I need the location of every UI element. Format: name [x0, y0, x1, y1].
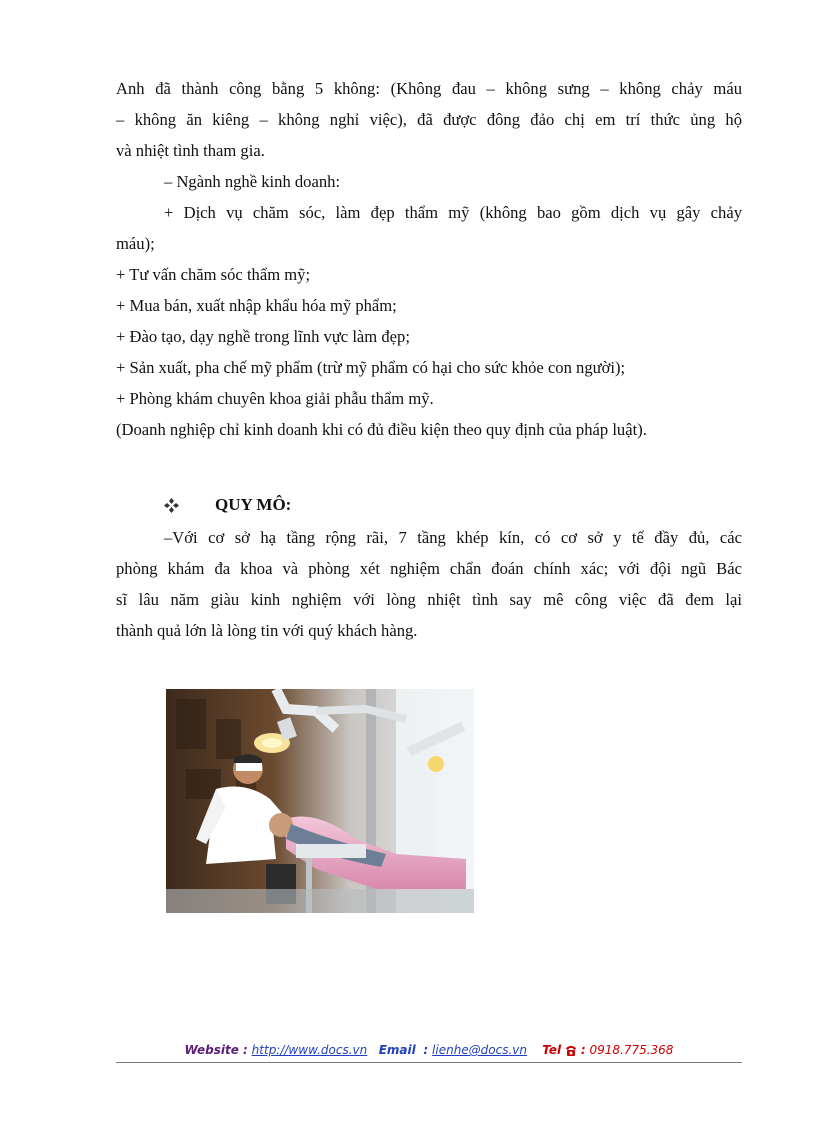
dental-clinic-photo: [166, 689, 474, 913]
paragraph-line: và nhiệt tình tham gia.: [116, 141, 265, 160]
business-heading: – Ngành nghề kinh doanh:: [164, 172, 341, 191]
note-line: (Doanh nghiệp chỉ kinh doanh khi có đủ điều kiện theo quy định của pháp luật).: [116, 420, 647, 439]
list-item: + Phòng khám chuyên khoa giải phẫu thẩm mỹ.: [116, 389, 434, 408]
business-section: [116, 73, 742, 445]
paragraph-line: sĩ lâu năm giàu kinh nghiệm với lòng nhiệt tình say mê công việc đã đem lại: [116, 590, 742, 609]
phone-number: 0918.775.368: [589, 1043, 674, 1057]
list-item: + Sản xuất, pha chế mỹ phẩm (trừ mỹ phẩm có hại cho sức khỏe con người);: [116, 358, 626, 377]
paragraph-line: phòng khám đa khoa và phòng xét nghiệm chẩn đoán chính xác; với đội ngũ Bác: [116, 559, 742, 578]
email-link[interactable]: lienhe@docs.vn: [432, 1043, 528, 1057]
list-item: + Dịch vụ chăm sóc, làm đẹp thẩm mỹ (không bao gồm dịch vụ gây chảy: [164, 203, 742, 222]
tel-label: Tel: [542, 1043, 562, 1057]
section-heading-text: QUY MÔ:: [215, 495, 292, 514]
diamond-bullet-icon: [164, 498, 179, 513]
section-heading: [164, 493, 291, 517]
website-label: Website :: [184, 1043, 248, 1057]
list-item: + Mua bán, xuất nhập khẩu hóa mỹ phẩm;: [116, 296, 397, 315]
website-link[interactable]: http://www.docs.vn: [251, 1043, 368, 1057]
paragraph-line: thành quả lớn là lòng tin với quý khách hàng.: [116, 621, 418, 640]
tel-separator: :: [580, 1043, 586, 1057]
scale-section: [116, 522, 742, 646]
email-label: Email: [378, 1043, 416, 1057]
list-item: + Đào tạo, dạy nghề trong lĩnh vực làm đẹp;: [116, 327, 410, 346]
page-footer: [116, 1040, 742, 1063]
paragraph-line: –Với cơ sở hạ tầng rộng rãi, 7 tầng khép kín, có cơ sở y tế đầy đủ, các: [164, 528, 742, 547]
email-separator: :: [423, 1043, 429, 1057]
telephone-icon: [565, 1042, 577, 1062]
list-item: + Tư vấn chăm sóc thẩm mỹ;: [116, 265, 311, 284]
paragraph-line: Anh đã thành công bằng 5 không: (Không đau – không sưng – không chảy máu: [116, 79, 742, 98]
paragraph-line: – không ăn kiêng – không nghỉ việc), đã được đông đảo chị em trí thức ủng hộ: [116, 110, 742, 129]
list-item-continuation: máu);: [116, 234, 155, 253]
